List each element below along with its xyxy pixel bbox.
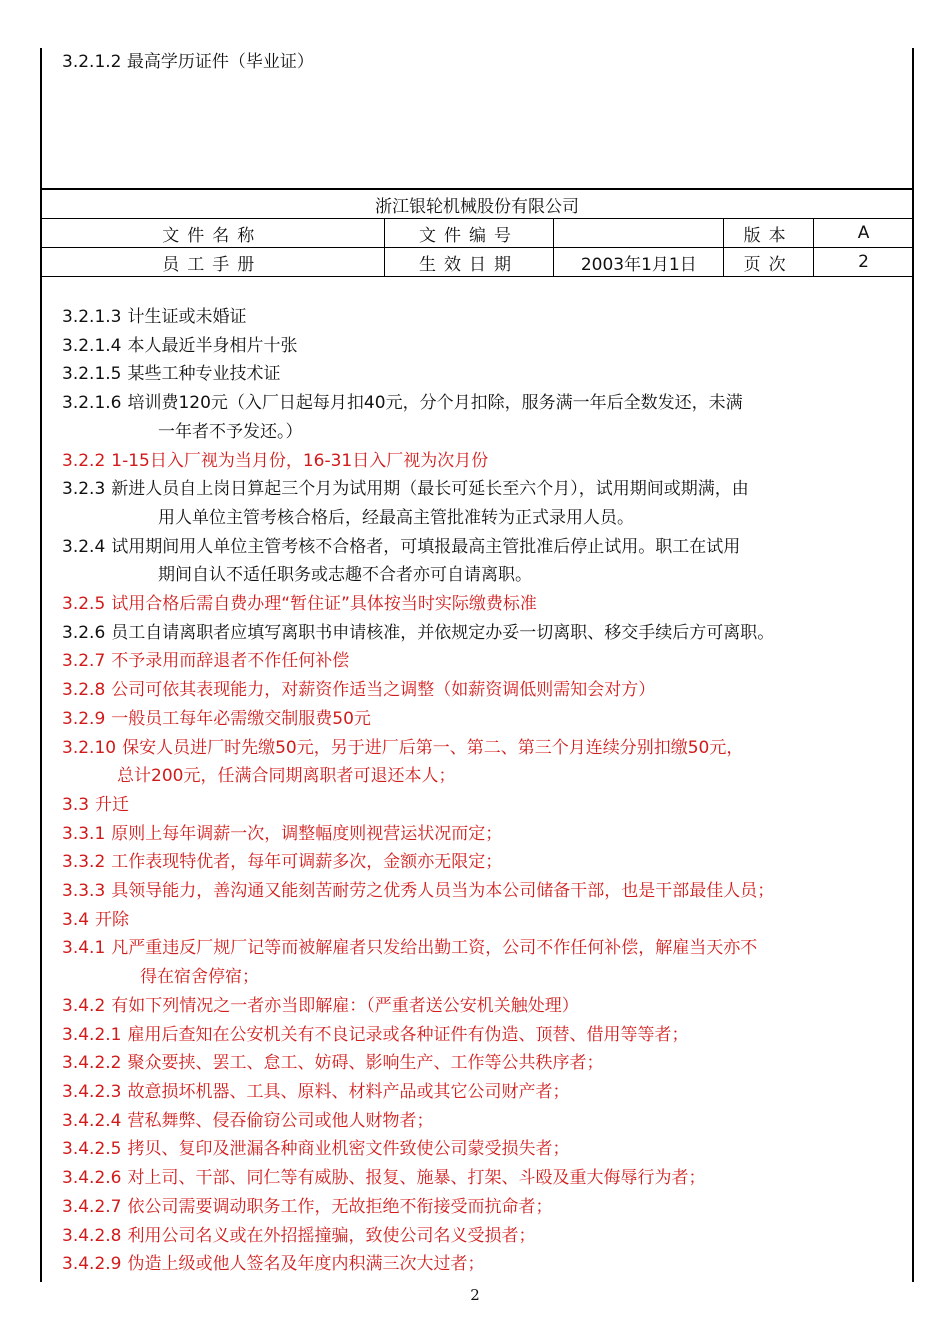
file-number-value xyxy=(554,219,724,248)
item-text: 计生证或未婚证 xyxy=(127,307,247,327)
item-text: 开除 xyxy=(95,909,130,930)
page-number: 2 xyxy=(470,1286,480,1304)
item-text: 培训费120元（入厂日起每月扣40元，分个月扣除，服务满一年后全数发还，未满 xyxy=(127,393,743,414)
list-item xyxy=(62,475,862,504)
list-item xyxy=(62,619,862,648)
list-item xyxy=(62,533,862,562)
item-number: 3.2.8 xyxy=(62,680,106,701)
company-name: 浙江银轮机械股份有限公司 xyxy=(41,189,914,219)
list-item xyxy=(62,1164,862,1193)
item-number: 3.3 xyxy=(62,794,90,815)
item-continuation: 一年者不予发还。） xyxy=(158,421,303,442)
item-number: 3.4.2.4 xyxy=(62,1110,122,1131)
list-item xyxy=(62,1135,862,1164)
item-text: 原则上每年调薪一次，调整幅度则视营运状况而定； xyxy=(111,823,503,844)
item-continuation: 得在宿舍停宿； xyxy=(140,967,259,988)
effective-date-label: 生效日期 xyxy=(384,248,554,277)
item-text: 有如下列情况之一者亦当即解雇：（严重者送公安机关触处理） xyxy=(111,995,579,1016)
file-number-label: 文件编号 xyxy=(384,219,554,248)
list-item xyxy=(62,906,862,935)
item-number: 3.4.2.6 xyxy=(62,1168,122,1189)
item-text: 本人最近半身相片十张 xyxy=(127,335,298,356)
list-item xyxy=(62,1021,862,1050)
item-number: 3.4.2.8 xyxy=(62,1225,122,1246)
item-number: 3.2.5 xyxy=(62,594,106,615)
item-number: 3.2.1.5 xyxy=(62,364,122,385)
list-item xyxy=(62,877,862,906)
list-item xyxy=(62,447,862,476)
list-item xyxy=(62,303,862,332)
item-number: 3.2.1.6 xyxy=(62,393,122,414)
item-text: 不予录用而辞退者不作任何补偿 xyxy=(111,651,350,672)
item-text: 具领导能力，善沟通又能刻苦耐劳之优秀人员当为本公司储备干部，也是干部最佳人员； xyxy=(111,881,775,902)
document-header-table xyxy=(40,188,914,277)
file-name-label: 文件名称 xyxy=(41,219,385,248)
document-body xyxy=(62,303,862,1279)
list-item xyxy=(62,1107,862,1136)
item-text: 1-15日入厂视为当月份，16-31日入厂视为次月份 xyxy=(111,450,489,471)
item-number: 3.4.2 xyxy=(62,995,106,1016)
item-number: 3.3.2 xyxy=(62,852,106,873)
item-text: 工作表现特优者，每年可调薪多次，金额亦无限定； xyxy=(111,852,503,873)
item-continuation: 总计200元，任满合同期离职者可退还本人； xyxy=(117,766,456,787)
list-item xyxy=(62,848,862,877)
item-text: 对上司、干部、同仁等有威胁、报复、施暴、打架、斗殴及重大侮辱行为者； xyxy=(127,1168,706,1189)
item-text: 试用期间用人单位主管考核不合格者，可填报最高主管批准后停止试用。职工在试用 xyxy=(111,536,741,557)
item-number: 3.2.10 xyxy=(62,737,117,758)
item-text: 一般员工每年必需缴交制服费50元 xyxy=(111,708,371,729)
item-number: 3.4.2.5 xyxy=(62,1139,122,1160)
item-text: 雇用后查知在公安机关有不良记录或各种证件有伪造、顶替、借用等等者； xyxy=(127,1024,689,1045)
item-number: 3.4.2.2 xyxy=(62,1053,122,1074)
list-item xyxy=(62,1250,862,1279)
list-item xyxy=(62,1049,862,1078)
list-item xyxy=(62,1193,862,1222)
list-item xyxy=(62,734,862,763)
item-number: 3.2.1.4 xyxy=(62,335,122,356)
list-item xyxy=(62,647,862,676)
list-item xyxy=(62,1078,862,1107)
list-item xyxy=(62,50,314,74)
item-number: 3.2.3 xyxy=(62,479,106,500)
effective-date-value: 2003年1月1日 xyxy=(554,248,724,277)
item-text: 伪造上级或他人签名及年度内积满三次大过者； xyxy=(127,1254,485,1275)
list-item xyxy=(62,676,862,705)
item-number: 3.4.2.9 xyxy=(62,1254,122,1275)
item-text: 拷贝、复印及泄漏各种商业机密文件致使公司蒙受损失者； xyxy=(127,1139,570,1160)
document-name: 员工手册 xyxy=(41,248,385,277)
item-number: 3.4.2.1 xyxy=(62,1024,122,1045)
list-item xyxy=(62,1222,862,1251)
item-text: 员工自请离职者应填写离职书申请核准，并依规定办妥一切离职、移交手续后方可离职。 xyxy=(111,622,775,643)
item-number: 3.4.2.3 xyxy=(62,1081,122,1102)
list-item xyxy=(62,791,862,820)
item-text: 聚众要挟、罢工、怠工、妨碍、影响生产、工作等公共秩序者； xyxy=(127,1053,604,1074)
list-item xyxy=(62,820,862,849)
item-text: 公司可依其表现能力，对薪资作适当之调整（如薪资调低则需知会对方） xyxy=(111,680,656,701)
page-value: 2 xyxy=(814,248,914,277)
list-item xyxy=(62,389,862,418)
item-number: 3.2.1.3 xyxy=(62,307,122,327)
item-number: 3.2.6 xyxy=(62,622,106,643)
item-number: 3.4.2.7 xyxy=(62,1196,122,1217)
list-item xyxy=(62,934,862,963)
item-text: 某些工种专业技术证 xyxy=(127,364,281,385)
list-item xyxy=(62,705,862,734)
item-number: 3.2.2 xyxy=(62,450,106,471)
list-item xyxy=(62,332,862,361)
item-text: 新进人员自上岗日算起三个月为试用期（最长可延长至六个月），试用期间或期满，由 xyxy=(111,479,749,500)
page-label: 页次 xyxy=(724,248,814,277)
item-number: 3.2.4 xyxy=(62,536,106,557)
version-value: A xyxy=(814,219,914,248)
item-number: 3.4.1 xyxy=(62,938,106,959)
list-item xyxy=(62,992,862,1021)
item-text: 最高学历证件（毕业证） xyxy=(126,52,314,72)
item-number: 3.3.3 xyxy=(62,881,106,902)
item-text: 利用公司名义或在外招摇撞骗，致使公司名义受损者； xyxy=(127,1225,536,1246)
list-item xyxy=(62,590,862,619)
item-text: 依公司需要调动职务工作，无故拒绝不衔接受而抗命者； xyxy=(127,1196,553,1217)
item-number: 3.4 xyxy=(62,909,90,930)
version-label: 版本 xyxy=(724,219,814,248)
list-item xyxy=(62,360,862,389)
item-number: 3.2.7 xyxy=(62,651,106,672)
item-text: 保安人员进厂时先缴50元，另于进厂后第一、第二、第三个月连续分别扣缴50元， xyxy=(122,737,744,758)
item-text: 故意损坏机器、工具、原料、材料产品或其它公司财产者； xyxy=(127,1081,570,1102)
item-text: 试用合格后需自费办理“暂住证”具体按当时实际缴费标准 xyxy=(111,594,537,615)
item-text: 营私舞弊、侵吞偷窃公司或他人财物者； xyxy=(127,1110,434,1131)
item-number: 3.3.1 xyxy=(62,823,106,844)
item-continuation: 期间自认不适任职务或志趣不合者亦可自请离职。 xyxy=(158,565,532,586)
item-continuation: 用人单位主管考核合格后，经最高主管批准转为正式录用人员。 xyxy=(158,507,634,528)
item-text: 凡严重违反厂规厂记等而被解雇者只发给出勤工资，公司不作任何补偿，解雇当天亦不 xyxy=(111,938,758,959)
item-number: 3.2.1.2 xyxy=(62,52,122,72)
item-number: 3.2.9 xyxy=(62,708,106,729)
item-text: 升迁 xyxy=(95,794,130,815)
